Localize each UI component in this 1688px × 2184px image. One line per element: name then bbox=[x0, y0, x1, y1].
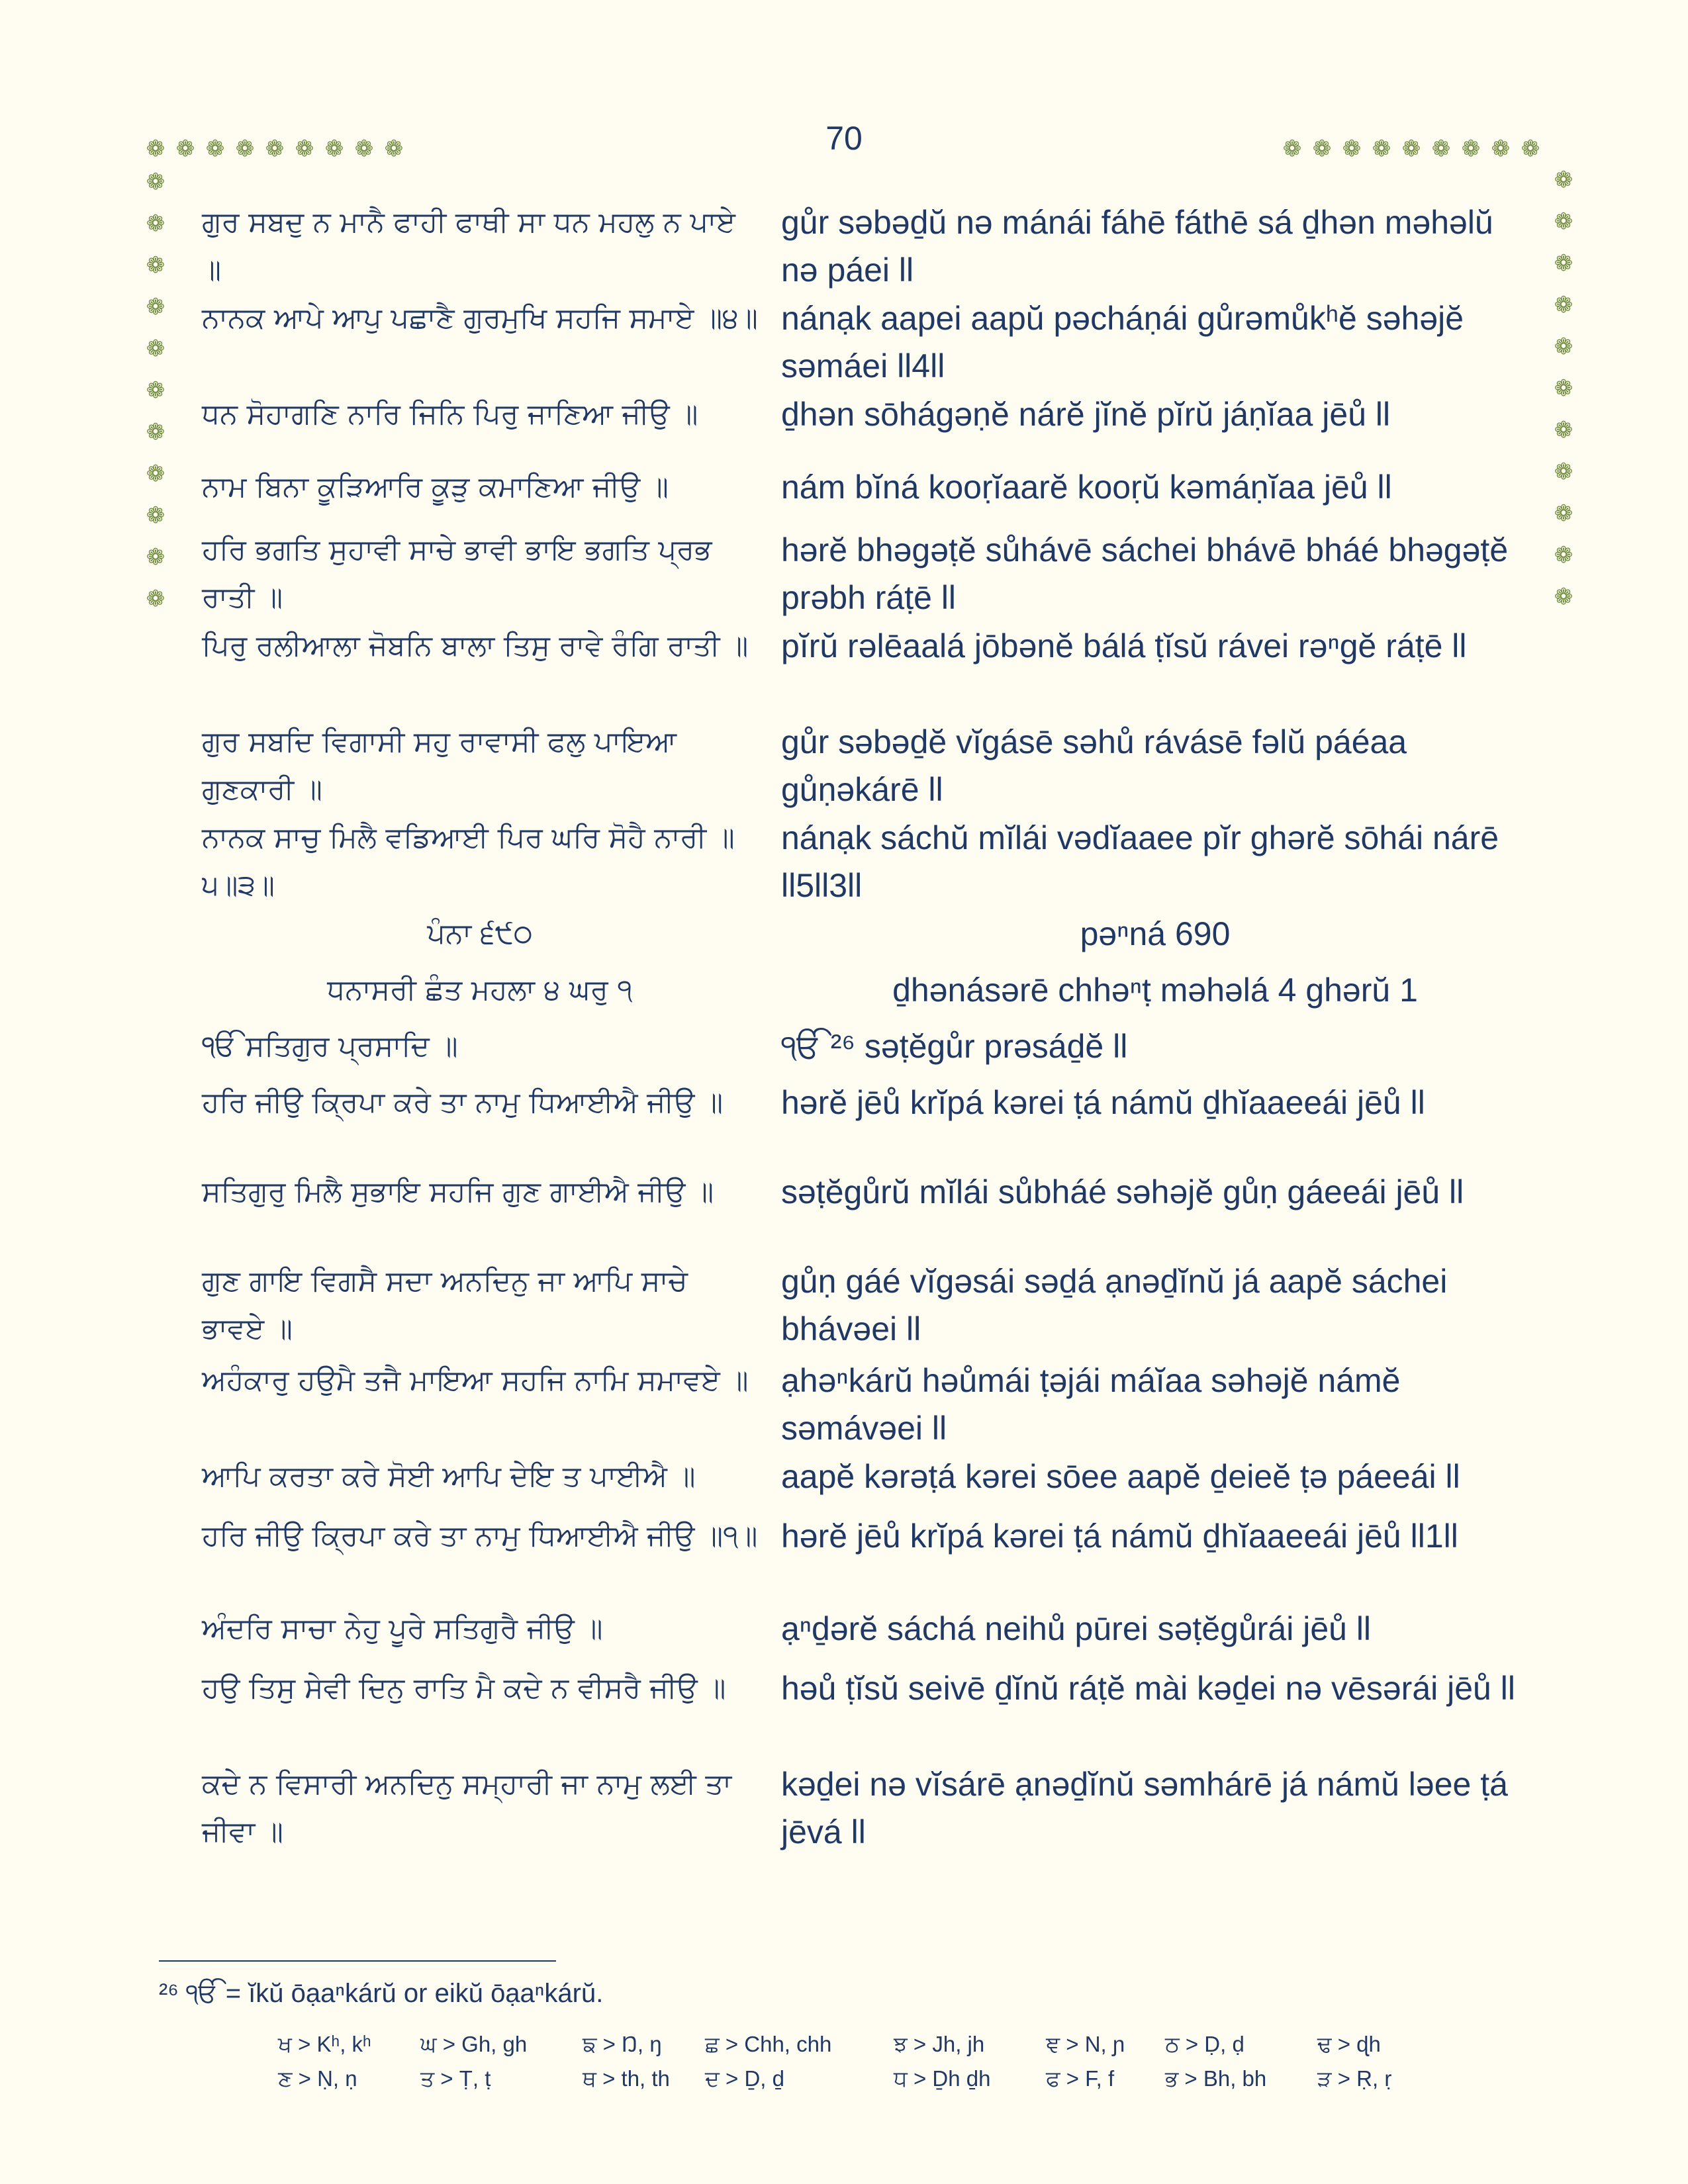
flower-ornament: ❁ bbox=[146, 586, 165, 612]
flower-ornament: ❁ bbox=[354, 136, 374, 162]
transliteration-text: hərĕ bhəgəṭĕ sůhávē sáchei bhávē bháé bhəgəṭĕ prəbh ráṭē ll bbox=[781, 531, 1509, 616]
verse-row bbox=[202, 1664, 1526, 1712]
flower-ornament: ❁ bbox=[1312, 136, 1332, 162]
key-entry: ਞ > N, ɲ bbox=[1046, 2032, 1125, 2056]
transliteration-text: həů ṭĭsŭ seivē ḏĭnŭ ráṭĕ mài kəḏei nə vēsərái jēů ll bbox=[781, 1670, 1515, 1707]
gurmukhi-text: ਅਹੰਕਾਰੁ ਹਉਮੈ ਤਜੈ ਮਾਇਆ ਸਹਜਿ ਨਾਮਿ ਸਮਾਵਏ ॥ bbox=[202, 1364, 749, 1397]
flower-ornament: ❁ bbox=[146, 252, 165, 279]
flower-ornament: ❁ bbox=[146, 294, 165, 320]
key-entry: ਢ > ɖh bbox=[1317, 2032, 1381, 2056]
flower-ornament: ❁ bbox=[1554, 500, 1573, 527]
verse-row bbox=[202, 622, 1526, 670]
transliteration-text: aapĕ kərəṭá kərei sōee aapĕ ḏeieĕ ṭə páeeái ll bbox=[781, 1458, 1460, 1495]
verse-row bbox=[202, 1512, 1526, 1560]
verse-row bbox=[202, 390, 1526, 438]
flower-ornament: ❁ bbox=[1554, 542, 1573, 569]
verse-row bbox=[202, 1257, 1526, 1353]
flower-ornament: ❁ bbox=[146, 544, 165, 570]
flower-ornament: ❁ bbox=[146, 136, 165, 162]
key-entry: ਤ > Ṭ, ṭ bbox=[420, 2066, 491, 2091]
transliteration-text: nánạk aapei aapŭ pəcháṇái gůrəmůkʰĕ səhəjĕ səmáei ll4ll bbox=[781, 300, 1464, 385]
key-entry: ਝ > Jh, jh bbox=[894, 2032, 985, 2056]
flower-ornament: ❁ bbox=[1342, 136, 1362, 162]
key-entry: ੜ > Ṛ, ṛ bbox=[1317, 2066, 1392, 2091]
key-entry: ਧ > Ḏh ḏh bbox=[894, 2066, 991, 2091]
flower-ornament: ❁ bbox=[1491, 136, 1511, 162]
key-entry: ਥ > th, th bbox=[583, 2066, 670, 2091]
verse-row bbox=[202, 526, 1526, 621]
gurmukhi-text: ਪਿਰੁ ਰਲੀਆਲਾ ਜੋਬਨਿ ਬਾਲਾ ਤਿਸੁ ਰਾਵੇ ਰੰਗਿ ਰਾਤੀ ॥ bbox=[202, 629, 749, 662]
flower-ornament: ❁ bbox=[1282, 136, 1302, 162]
transliteration-text: ạⁿḏərĕ sáchá neihů pūrei səṭĕgůrái jēů ll bbox=[781, 1610, 1372, 1647]
top-right-flower-border bbox=[1281, 138, 1542, 160]
gurmukhi-text: ਕਦੇ ਨ ਵਿਸਾਰੀ ਅਨਦਿਨੁ ਸਮ੍ਹਾਰੀ ਜਾ ਨਾਮੁ ਲਈ ਤਾ ਜੀਵਾ ॥ bbox=[202, 1768, 732, 1848]
flower-ornament: ❁ bbox=[175, 136, 195, 162]
transliteration-text: gůr səbəḏĕ vĭgásē səhů rávásē fəlŭ páéaa gůṇəkárē ll bbox=[781, 723, 1407, 808]
flower-ornament: ❁ bbox=[1554, 375, 1573, 402]
gurmukhi-text: ਪੰਨਾ ੬੯੦ bbox=[427, 917, 533, 950]
flower-ornament: ❁ bbox=[384, 136, 404, 162]
gurmukhi-text: ਹਰਿ ਭਗਤਿ ਸੁਹਾਵੀ ਸਾਚੇ ਭਾਵੀ ਭਾਇ ਭਗਤਿ ਪ੍ਰਭ ਰਾਤੀ ॥ bbox=[202, 533, 712, 614]
transliteration-text: gůr səbəḏŭ nə mánái fáhē fáthē sá ḏhən məhəlŭ nə páei ll bbox=[781, 204, 1493, 289]
transliteration-text: pĭrŭ rəlēaalá jōbənĕ bálá ṭĭsŭ rávei rəⁿgĕ ráṭē ll bbox=[781, 627, 1467, 664]
flower-ornament: ❁ bbox=[1372, 136, 1391, 162]
flower-ornament: ❁ bbox=[265, 136, 285, 162]
gurmukhi-text: ਗੁਰ ਸਬਦਿ ਵਿਗਾਸੀ ਸਹੁ ਰਾਵਾਸੀ ਫਲੁ ਪਾਇਆ ਗੁਣਕਾਰੀ ॥ bbox=[202, 725, 677, 806]
key-row bbox=[278, 2032, 1470, 2065]
transliteration-text: ḏhənásərē chhəⁿṭ məhəlá 4 ghərŭ 1 bbox=[892, 972, 1418, 1009]
transliteration-text: kəḏei nə vĭsárē ạnəḏĭnŭ səmhárē já námŭ ləee ṭá jēvá ll bbox=[781, 1766, 1508, 1850]
flower-ornament: ❁ bbox=[1521, 136, 1540, 162]
verse-row bbox=[202, 1168, 1526, 1216]
flower-ornament: ❁ bbox=[1401, 136, 1421, 162]
heading-row bbox=[202, 966, 1526, 1014]
verse-row bbox=[202, 1079, 1526, 1126]
flower-ornament: ❁ bbox=[1554, 417, 1573, 443]
key-entry: ਦ > Ḏ, ḏ bbox=[705, 2066, 784, 2091]
transliteration-text: ੴ ²⁶ səṭĕgůr prəsáḏĕ ll bbox=[781, 1028, 1128, 1065]
flower-ornament: ❁ bbox=[146, 169, 165, 195]
gurmukhi-text: ਗੁਣ ਗਾਇ ਵਿਗਸੈ ਸਦਾ ਅਨਦਿਨੁ ਜਾ ਆਪਿ ਸਾਚੇ ਭਾਵਏ ॥ bbox=[202, 1265, 688, 1345]
key-entry: ਖ > Kʰ, kʰ bbox=[278, 2032, 371, 2056]
right-flower-border bbox=[1552, 169, 1575, 608]
flower-ornament: ❁ bbox=[1554, 208, 1573, 235]
key-entry: ਙ > Ŋ, ŋ bbox=[583, 2032, 662, 2056]
gurmukhi-text: ਧਨ ਸੋਹਾਗਣਿ ਨਾਰਿ ਜਿਨਿ ਪਿਰੁ ਜਾਣਿਆ ਜੀਉ ॥ bbox=[202, 398, 698, 431]
transliteration-text: hərĕ jēů krĭpá kərei ṭá námŭ ḏhĭaaeeái jēů ll1ll bbox=[781, 1518, 1458, 1555]
transliteration-text: nám bĭná kooṛĭaarĕ kooṛŭ kəmáṇĭaa jēů ll bbox=[781, 469, 1392, 506]
gurmukhi-text: ੴ ਸਤਿਗੁਰ ਪ੍ਰਸਾਦਿ ॥ bbox=[202, 1030, 458, 1063]
key-row bbox=[278, 2066, 1470, 2099]
key-entry: ਛ > Chh, chh bbox=[705, 2032, 832, 2056]
footnote: ²⁶ ੴ = ĭkŭ ōạaⁿkárŭ or eikŭ ōạaⁿkárŭ. bbox=[159, 1979, 604, 2008]
gurmukhi-text: ਹਉ ਤਿਸੁ ਸੇਵੀ ਦਿਨੁ ਰਾਤਿ ਮੈ ਕਦੇ ਨ ਵੀਸਰੈ ਜੀਉ ॥ bbox=[202, 1672, 726, 1705]
flower-ornament: ❁ bbox=[1554, 292, 1573, 318]
flower-ornament: ❁ bbox=[1554, 459, 1573, 485]
gurmukhi-text: ਹਰਿ ਜੀਉ ਕ੍ਰਿਪਾ ਕਰੇ ਤਾ ਨਾਮੁ ਧਿਆਈਐ ਜੀਉ ॥੧॥ bbox=[202, 1520, 758, 1553]
key-entry: ਣ > Ṇ, ṇ bbox=[278, 2066, 357, 2091]
gurmukhi-text: ਨਾਨਕ ਆਪੇ ਆਪੁ ਪਛਾਣੈ ਗੁਰਮੁਖਿ ਸਹਜਿ ਸਮਾਏ ॥੪॥ bbox=[202, 302, 758, 335]
transliteration-text: nánạk sáchŭ mĭlái vədĭaaee pĭr ghərĕ sōhái nárē ll5ll3ll bbox=[781, 819, 1499, 904]
verse-row bbox=[202, 1453, 1526, 1500]
gurmukhi-text: ਗੁਰ ਸਬਦੁ ਨ ਮਾਨੈ ਫਾਹੀ ਫਾਥੀ ਸਾ ਧਨ ਮਹਲੁ ਨ ਪਾਏ ॥ bbox=[202, 206, 736, 287]
gurmukhi-text: ਆਪਿ ਕਰਤਾ ਕਰੇ ਸੋਈ ਆਪਿ ਦੇਇ ਤ ਪਾਈਐ ॥ bbox=[202, 1460, 696, 1493]
flower-ornament: ❁ bbox=[146, 419, 165, 445]
flower-ornament: ❁ bbox=[1554, 334, 1573, 360]
flower-ornament: ❁ bbox=[1431, 136, 1451, 162]
flower-ornament: ❁ bbox=[324, 136, 344, 162]
left-flower-border bbox=[144, 171, 167, 610]
key-entry: ਫ > F, f bbox=[1046, 2066, 1115, 2091]
flower-ornament: ❁ bbox=[205, 136, 225, 162]
key-entry: ਘ > Gh, gh bbox=[420, 2032, 528, 2056]
verse-row bbox=[202, 718, 1526, 813]
page-number: 70 bbox=[825, 120, 863, 157]
verse-row bbox=[202, 1023, 1526, 1070]
gurmukhi-text: ਧਨਾਸਰੀ ਛੰਤ ਮਹਲਾ ੪ ਘਰੁ ੧ bbox=[327, 974, 633, 1007]
transliteration-text: ạhəⁿkárŭ həůmái ṭəjái máĭaa səhəjĕ námĕ səmávəei ll bbox=[781, 1362, 1401, 1447]
transliteration-text: pəⁿná 690 bbox=[1080, 915, 1231, 952]
verse-row bbox=[202, 295, 1526, 385]
flower-ornament: ❁ bbox=[1554, 167, 1573, 193]
flower-ornament: ❁ bbox=[146, 461, 165, 487]
transliteration-text: səṭĕgůrŭ mĭlái sůbháé səhəjĕ gůṇ gáeeái jēů ll bbox=[781, 1173, 1464, 1210]
verse-row bbox=[202, 1605, 1526, 1653]
flower-ornament: ❁ bbox=[146, 377, 165, 404]
gurmukhi-text: ਸਤਿਗੁਰੁ ਮਿਲੈ ਸੁਭਾਇ ਸਹਜਿ ਗੁਣ ਗਾਈਐ ਜੀਉ ॥ bbox=[202, 1175, 714, 1208]
flower-ornament: ❁ bbox=[146, 210, 165, 237]
flower-ornament: ❁ bbox=[295, 136, 314, 162]
gurmukhi-text: ਹਰਿ ਜੀਉ ਕ੍ਰਿਪਾ ਕਰੇ ਤਾ ਨਾਮੁ ਧਿਆਈਐ ਜੀਉ ॥ bbox=[202, 1086, 724, 1119]
flower-ornament: ❁ bbox=[1554, 250, 1573, 277]
verse-row bbox=[202, 1357, 1526, 1447]
gurmukhi-text: ਅੰਦਰਿ ਸਾਚਾ ਨੇਹੁ ਪੂਰੇ ਸਤਿਗੁਰੈ ਜੀਉ ॥ bbox=[202, 1612, 603, 1645]
footnote-divider bbox=[159, 1960, 556, 1962]
verse-row bbox=[202, 1760, 1526, 1856]
flower-ornament: ❁ bbox=[1554, 584, 1573, 610]
gurmukhi-text: ਨਾਮ ਬਿਨਾ ਕੂੜਿਆਰਿ ਕੂੜੁ ਕਮਾਣਿਆ ਜੀਉ ॥ bbox=[202, 471, 669, 504]
key-entry: ਠ > Ḍ, ḍ bbox=[1165, 2032, 1244, 2056]
flower-ornament: ❁ bbox=[235, 136, 255, 162]
key-entry: ਭ > Bh, bh bbox=[1165, 2066, 1267, 2091]
transliteration-text: hərĕ jēů krĭpá kərei ṭá námŭ ḏhĭaaeeái jēů ll bbox=[781, 1084, 1425, 1121]
verse-row bbox=[202, 814, 1526, 909]
top-left-flower-border bbox=[144, 138, 405, 160]
transliteration-text: gůṇ gáé vĭgəsái səḏá ạnəḏĭnŭ já aapĕ sáchei bhávəei ll bbox=[781, 1263, 1448, 1347]
gurmukhi-text: ਨਾਨਕ ਸਾਚੁ ਮਿਲੈ ਵਡਿਆਈ ਪਿਰ ਘਰਿ ਸੋਹੈ ਨਾਰੀ ॥੫॥੩॥ bbox=[202, 821, 735, 902]
flower-ornament: ❁ bbox=[146, 336, 165, 362]
transliteration-text: ḏhən sōhágəṇĕ nárĕ jĭnĕ pĭrŭ jáṇĭaa jēů ll bbox=[781, 396, 1391, 433]
heading-row bbox=[202, 910, 1526, 958]
verse-row bbox=[202, 199, 1526, 294]
verse-row bbox=[202, 463, 1526, 511]
flower-ornament: ❁ bbox=[146, 502, 165, 529]
flower-ornament: ❁ bbox=[1461, 136, 1481, 162]
